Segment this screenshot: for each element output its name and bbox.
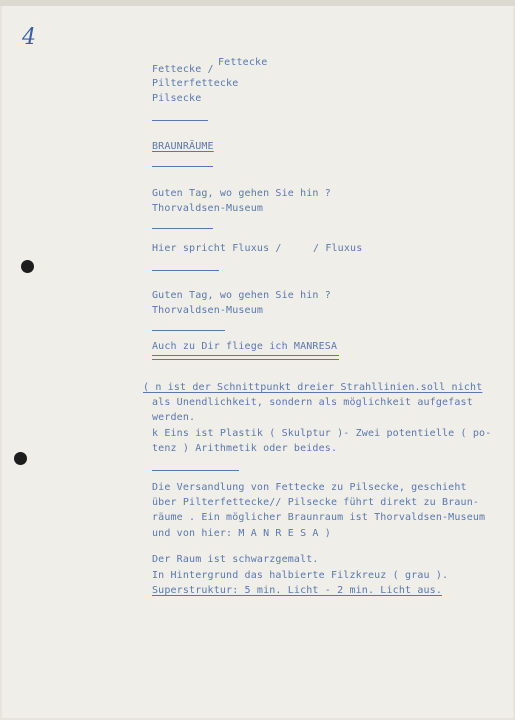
separator-line — [152, 120, 208, 121]
underlined-phrase: Superstruktur: 5 min. Licht - 2 min. Licht aus. — [152, 585, 443, 596]
text-line-museum-2: Thorvaldsen-Museum — [152, 305, 264, 316]
text-line-museum-1: Thorvaldsen-Museum — [152, 203, 264, 214]
text-line-fluxus-a: Hier spricht Fluxus / — [152, 243, 282, 254]
page-top-edge — [0, 0, 515, 6]
text-line-fettecke-superscript: Fettecke — [218, 57, 268, 68]
text-line-schnittpunkt — [143, 382, 482, 394]
text-line-pilterfettecke-2: über Pilterfettecke// Pilsecke führt direkt zu Braun- — [152, 497, 480, 508]
separator-line — [152, 270, 219, 271]
text-line-fettecke: Fettecke / — [152, 64, 214, 75]
separator-line — [152, 228, 213, 229]
text-line-unendlichkeit: als Unendlichkeit, sondern als möglichkeit aufgefast — [152, 397, 473, 408]
separator-line — [152, 166, 213, 167]
double-underline — [152, 355, 339, 360]
text-line-werden: werden. — [152, 412, 196, 423]
text-line-guten-tag-2: Guten Tag, wo gehen Sie hin ? — [152, 290, 331, 301]
text-line-von-hier: und von hier: M A N R E S A ) — [152, 528, 331, 539]
text-line-arithmetik: tenz ) Arithmetik oder beides. — [152, 443, 338, 454]
text-line-pilterfettecke: Pilterfettecke — [152, 78, 239, 89]
separator-line — [152, 470, 239, 471]
text-line-fluxus-b: / Fluxus — [313, 243, 363, 254]
text-line-schwarzgemalt: Der Raum ist schwarzgemalt. — [152, 554, 319, 565]
punch-hole-upper — [21, 260, 34, 273]
text-line-filzkreuz: In Hintergrund das halbierte Filzkreuz ( grau ). — [152, 570, 449, 581]
text-line-plastik: k Eins ist Plastik ( Skulptur )- Zwei potentielle ( po- — [152, 428, 492, 439]
text-line-manresa: Auch zu Dir fliege ich MANRESA — [152, 341, 338, 352]
punch-hole-lower — [14, 452, 27, 465]
text-line-braunraum: räume . Ein möglicher Braunraum ist Thorvaldsen-Museum — [152, 512, 486, 523]
text-line-versandlung: Die Versandlung von Fettecke zu Pilsecke, geschieht — [152, 482, 467, 493]
separator-line — [152, 330, 225, 331]
text-line-superstruktur — [152, 585, 442, 597]
text-line-pilsecke: Pilsecke — [152, 93, 202, 104]
text-line-braunraeume: BRAUNRÄUME — [152, 141, 214, 152]
underlined-phrase: ( n ist der Schnittpunkt dreier Strahllinien.soll nicht — [143, 382, 483, 393]
text-line-guten-tag-1: Guten Tag, wo gehen Sie hin ? — [152, 188, 331, 199]
handwritten-page-number: 4 — [22, 25, 36, 50]
